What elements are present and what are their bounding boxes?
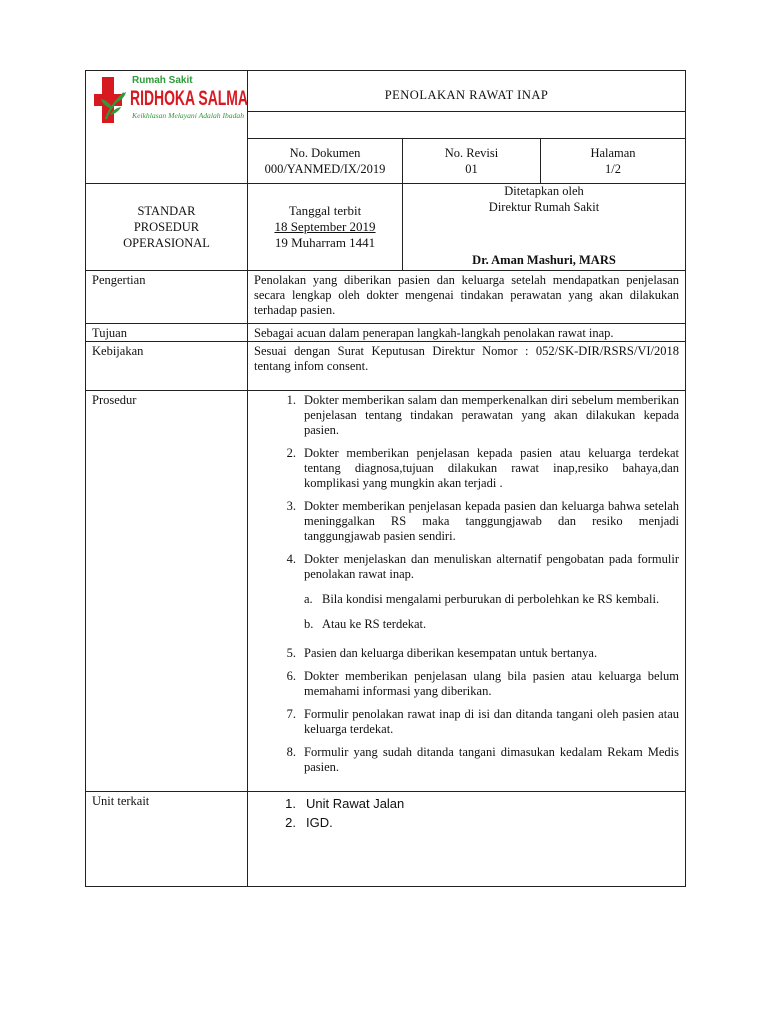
sop-line-2: PROSEDUR — [133, 220, 200, 234]
prosedur-substep — [304, 592, 679, 607]
signatory-name: Dr. Aman Mashuri, MARS — [472, 253, 616, 267]
revision-cell — [403, 139, 541, 184]
step-number: 7. — [286, 707, 296, 721]
step-number: 8. — [286, 745, 296, 759]
kebijakan-label: Kebijakan — [86, 342, 248, 391]
step-text: Dokter menjelaskan dan menuliskan alternatif pengobatan pada formulir penolakan rawat inap. — [304, 552, 680, 581]
logo-name-text: RIDHOKA SALMA — [130, 87, 248, 110]
page-label: Halaman — [590, 146, 636, 160]
step-body — [304, 707, 679, 737]
prosedur-step — [254, 646, 679, 661]
logo-tagline-text: Keikhlasan Melayani Adalah Ibadah — [130, 112, 245, 120]
approved-by: Direktur Rumah Sakit — [488, 200, 600, 214]
step-number: 1. — [286, 393, 296, 407]
doc-number-label: No. Dokumen — [289, 146, 361, 160]
step-body — [304, 745, 679, 775]
substep-text: Atau ke RS terdekat. — [322, 617, 427, 631]
unit-terkait-list — [254, 794, 679, 832]
logo-cell — [86, 71, 248, 184]
unit-item — [254, 813, 679, 832]
hospital-logo — [92, 73, 248, 129]
sop-table — [85, 70, 686, 887]
header-blank-row — [248, 112, 686, 139]
revision-label: No. Revisi — [444, 146, 499, 160]
prosedur-step — [254, 552, 679, 638]
approved-label: Ditetapkan oleh — [504, 184, 584, 198]
step-text: Pasien dan keluarga diberikan kesempatan untuk bertanya. — [304, 646, 598, 660]
substep-letter: b. — [304, 617, 314, 631]
step-text: Dokter memberikan penjelasan kepada pasien dan keluarga bahwa setelah meninggalkan RS maka tanggungjawab dan resiko menjadi tanggungjawab pasien sendiri. — [304, 499, 680, 543]
step-body — [304, 499, 679, 544]
page-cell — [541, 139, 686, 184]
prosedur-step — [254, 745, 679, 775]
logo-top-text: Rumah Sakit — [132, 75, 193, 86]
approval-cell — [403, 184, 686, 271]
step-text: Dokter memberikan penjelasan ulang bila pasien atau keluarga belum memahami informasi yang diberikan. — [304, 669, 680, 698]
step-number: 4. — [286, 552, 296, 566]
step-number: 5. — [286, 646, 296, 660]
unit-text: IGD. — [306, 815, 333, 830]
prosedur-cell — [248, 391, 686, 792]
step-text: Formulir penolakan rawat inap di isi dan ditanda tangani oleh pasien atau keluarga terdekat. — [304, 707, 680, 736]
kebijakan-text: Sesuai dengan Surat Keputusan Direktur Nomor : 052/SK-DIR/RSRS/VI/2018 tentang infom consent. — [248, 342, 686, 391]
tujuan-label: Tujuan — [86, 324, 248, 342]
issue-date-value: 18 September 2019 — [274, 219, 376, 234]
prosedur-list — [254, 393, 679, 775]
substep-text: Bila kondisi mengalami perburukan di perbolehkan ke RS kembali. — [322, 592, 660, 606]
prosedur-step — [254, 393, 679, 438]
prosedur-substep — [304, 617, 679, 632]
step-body — [304, 446, 679, 491]
step-text: Dokter memberikan penjelasan kepada pasien atau keluarga terdekat tentang diagnosa,tujuan dilakukan rawat inap,resiko bahaya,dan komplikasi yang mungkin akan terjadi . — [304, 446, 680, 490]
step-body — [304, 669, 679, 699]
unit-number: 2. — [285, 815, 296, 830]
doc-number-cell — [248, 139, 403, 184]
issue-date-hijri: 19 Muharram 1441 — [274, 235, 376, 250]
sop-label-cell — [86, 184, 248, 271]
unit-item — [254, 794, 679, 813]
step-number: 6. — [286, 669, 296, 683]
revision-value: 01 — [465, 162, 478, 176]
doc-number-value: 000/YANMED/IX/2019 — [264, 162, 386, 176]
issue-date-label: Tanggal terbit — [288, 203, 362, 218]
unit-terkait-label: Unit terkait — [86, 792, 248, 887]
pengertian-label: Pengertian — [86, 271, 248, 324]
step-body — [304, 552, 679, 638]
page-value: 1/2 — [605, 162, 621, 176]
prosedur-step — [254, 499, 679, 544]
pengertian-text: Penolakan yang diberikan pasien dan keluarga setelah mendapatkan penjelasan secara lengkap oleh dokter mengenai tindakan perawatan yang akan dilakukan terhadap pasien. — [248, 271, 686, 324]
step-body — [304, 646, 679, 661]
unit-text: Unit Rawat Jalan — [306, 796, 405, 811]
step-text: Formulir yang sudah ditanda tangani dimasukan kedalam Rekam Medis pasien. — [304, 745, 680, 774]
step-number: 2. — [286, 446, 296, 460]
document-title: PENOLAKAN RAWAT INAP — [248, 71, 686, 112]
prosedur-step — [254, 669, 679, 699]
step-text: Dokter memberikan salam dan memperkenalkan diri sebelum memberikan penjelasan tentang tindakan perawatan yang akan dilakukan kepada pasien. — [304, 393, 680, 437]
prosedur-step — [254, 707, 679, 737]
step-body — [304, 393, 679, 438]
sop-line-1: STANDAR — [137, 204, 196, 218]
sop-line-3: OPERASIONAL — [123, 236, 210, 250]
issue-date-cell — [248, 184, 403, 271]
prosedur-label: Prosedur — [86, 391, 248, 792]
step-number: 3. — [286, 499, 296, 513]
tujuan-text: Sebagai acuan dalam penerapan langkah-langkah penolakan rawat inap. — [248, 324, 686, 342]
substep-letter: a. — [304, 592, 313, 606]
unit-terkait-cell — [248, 792, 686, 887]
unit-number: 1. — [285, 796, 296, 811]
prosedur-step — [254, 446, 679, 491]
